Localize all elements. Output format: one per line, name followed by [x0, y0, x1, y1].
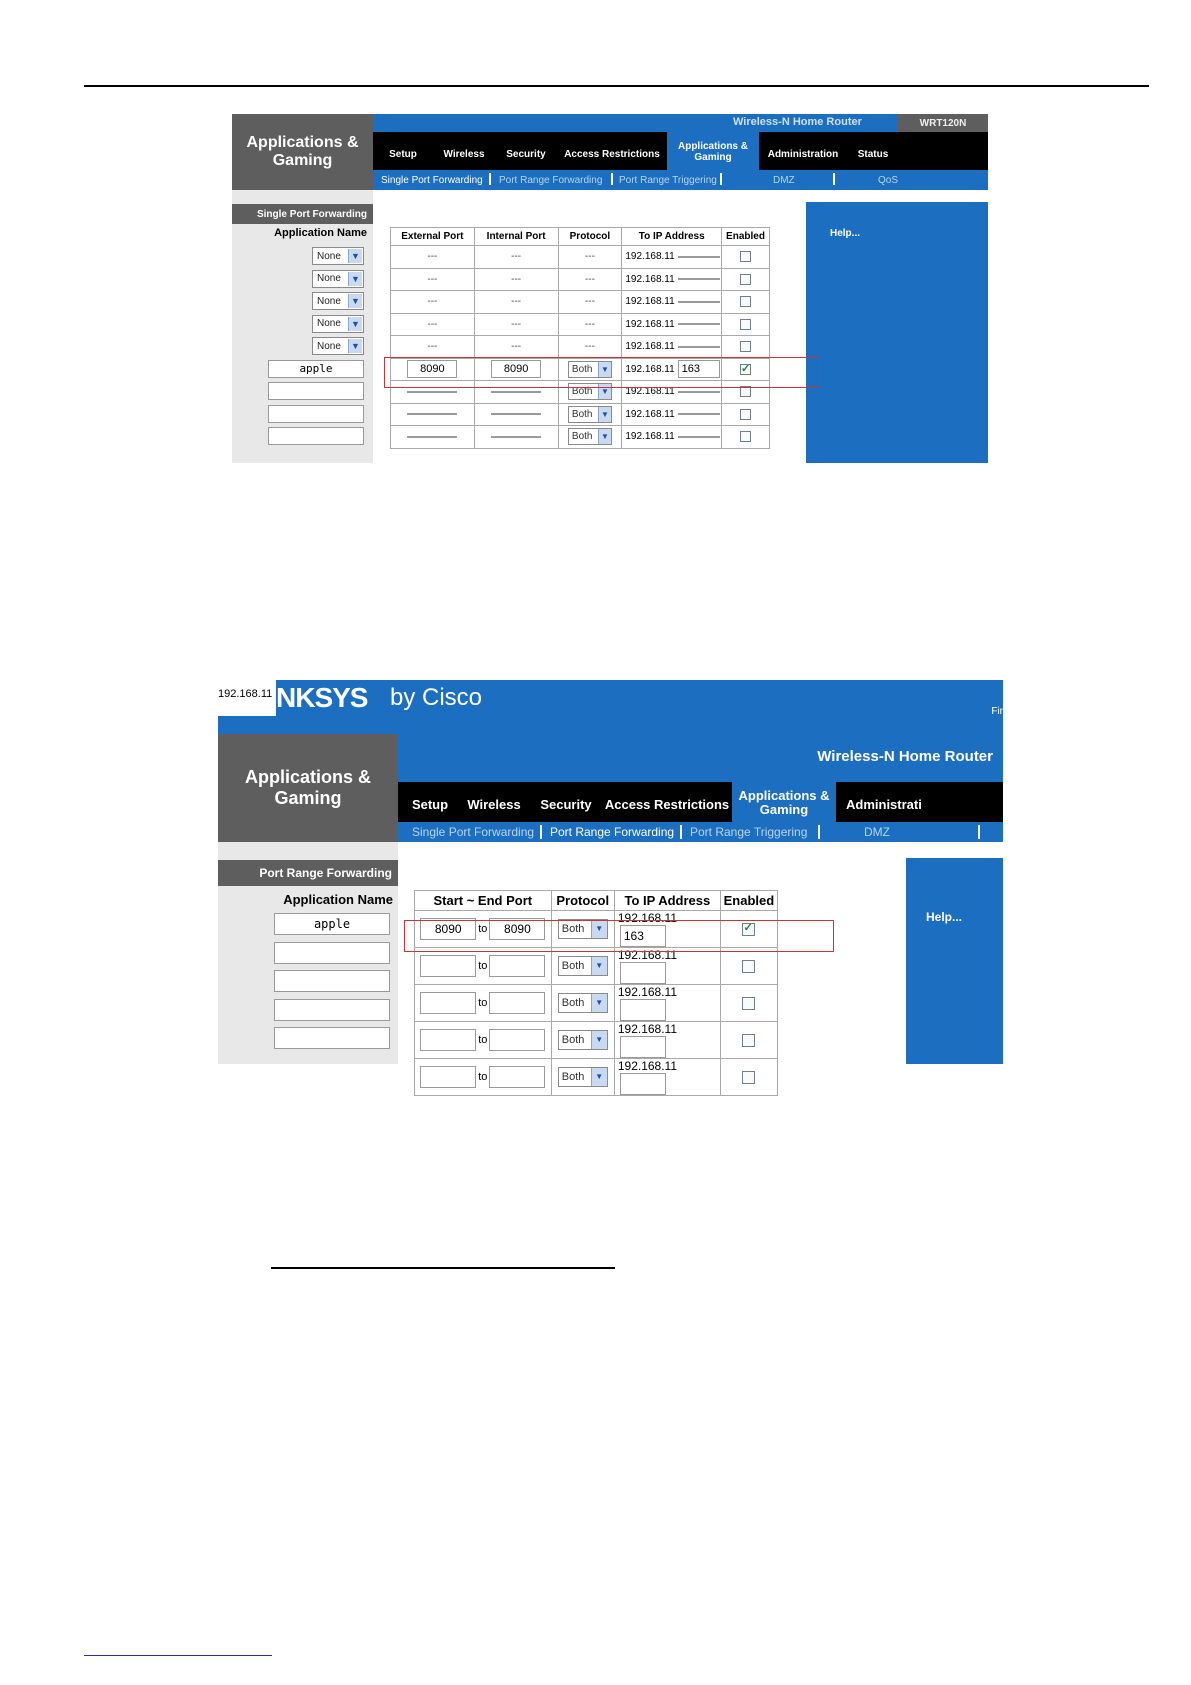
application-name-input[interactable]: apple — [268, 360, 364, 378]
table-cell — [391, 403, 475, 426]
enabled-checkbox[interactable] — [740, 251, 751, 262]
ip-prefix: 192.168.11 — [625, 431, 675, 443]
table-row — [415, 985, 778, 1022]
select-value: None — [317, 250, 341, 262]
external-port-placeholder: --- — [427, 273, 438, 285]
select-value: None — [317, 295, 341, 307]
to-label: to — [478, 1034, 488, 1046]
internal-port-placeholder: --- — [511, 318, 522, 330]
table-cell — [415, 948, 552, 985]
table-row — [391, 268, 770, 291]
table-cell — [474, 336, 558, 359]
subtab-port-range-triggering[interactable]: Port Range Triggering — [619, 174, 717, 186]
subtab-separator — [540, 825, 542, 839]
chevron-down-icon: ▼ — [348, 272, 362, 286]
firmware-label: Fir — [991, 706, 1003, 717]
table-cell — [720, 985, 777, 1022]
table-cell — [391, 336, 475, 359]
table-cell — [474, 246, 558, 269]
protocol-select[interactable] — [558, 993, 608, 1013]
ip-last-octet-input[interactable] — [620, 999, 666, 1021]
table-cell — [391, 246, 475, 269]
table-cell — [722, 403, 770, 426]
external-port-input[interactable] — [407, 391, 457, 393]
table-cell — [558, 426, 622, 449]
table-cell — [558, 403, 622, 426]
subtab-single-port-forwarding[interactable]: Single Port Forwarding — [412, 825, 535, 839]
help-label: Help... — [926, 910, 963, 924]
table-cell — [614, 948, 720, 985]
tab-security[interactable]: Security — [506, 148, 546, 160]
subtab-separator — [818, 825, 820, 839]
enabled-checkbox[interactable] — [740, 319, 751, 330]
internal-port-placeholder: --- — [511, 296, 522, 308]
application-name-input[interactable]: apple — [274, 913, 390, 935]
table-cell — [614, 1059, 720, 1096]
external-port-input[interactable] — [407, 436, 457, 438]
subtab-dmz[interactable]: DMZ — [773, 174, 795, 186]
ip-last-octet-input[interactable] — [620, 1073, 666, 1095]
help-panel — [906, 858, 1003, 1064]
page-top-rule — [84, 85, 1149, 87]
table-cell — [415, 985, 552, 1022]
protocol-select[interactable] — [558, 1030, 608, 1050]
section-title: Applications & Gaming — [218, 734, 398, 842]
section-title: Applications & Gaming — [232, 114, 373, 190]
ip-prefix: 192.168.11 — [625, 363, 675, 375]
page-section-label: Port Range Forwarding — [218, 860, 398, 886]
table-row — [391, 313, 770, 336]
protocol-placeholder: --- — [584, 296, 595, 308]
tab-wireless[interactable]: Wireless — [443, 148, 485, 160]
enabled-checkbox[interactable] — [742, 1034, 755, 1047]
ip-prefix: 192.168.11 — [617, 1022, 678, 1036]
end-port-input[interactable] — [489, 1066, 545, 1088]
ip-last-octet-input[interactable] — [678, 413, 720, 415]
table-cell — [551, 1059, 614, 1096]
tab-applications-gaming[interactable]: Applications & Gaming — [732, 782, 836, 824]
internal-port-input[interactable] — [491, 391, 541, 393]
table-cell — [622, 403, 722, 426]
sub-tab-bar — [373, 170, 988, 190]
ip-prefix: 192.168.11 — [625, 341, 675, 353]
end-port-input[interactable]: 8090 — [489, 918, 545, 940]
select-value: None — [317, 273, 341, 284]
table-row — [415, 1059, 778, 1096]
product-name: Wireless-N Home Router — [817, 748, 993, 765]
start-port-input[interactable] — [420, 1029, 476, 1051]
table-cell — [722, 313, 770, 336]
to-label: to — [478, 923, 488, 935]
ip-last-octet-input[interactable] — [678, 436, 720, 438]
subtab-separator — [833, 173, 835, 185]
tab-wireless[interactable]: Wireless — [467, 796, 521, 812]
table-cell — [622, 246, 722, 269]
end-port-input[interactable] — [489, 1029, 545, 1051]
application-name-input[interactable] — [274, 999, 390, 1021]
ip-last-octet-input[interactable] — [678, 346, 720, 348]
external-port-placeholder: --- — [427, 251, 438, 263]
to-label: to — [478, 960, 488, 972]
application-name-input[interactable] — [268, 427, 364, 445]
start-port-input[interactable] — [420, 955, 476, 977]
table-cell — [622, 313, 722, 336]
tab-setup[interactable]: Setup — [411, 796, 449, 812]
subtab-separator — [489, 173, 491, 185]
subtab-port-range-forwarding[interactable]: Port Range Forwarding — [550, 825, 675, 839]
ip-prefix: 192.168.11 — [625, 273, 675, 285]
end-port-input[interactable] — [489, 992, 545, 1014]
column-header-internal-port: Internal Port — [474, 228, 558, 246]
table-row — [391, 403, 770, 426]
enabled-checkbox[interactable] — [740, 274, 751, 285]
ip-last-octet-input[interactable] — [678, 278, 720, 280]
tab-security[interactable]: Security — [540, 796, 592, 812]
chevron-down-icon: ▼ — [348, 294, 362, 308]
protocol-select[interactable] — [568, 428, 612, 445]
enabled-checkbox[interactable] — [740, 431, 751, 442]
chevron-down-icon: ▼ — [591, 994, 607, 1012]
enabled-checkbox[interactable] — [740, 341, 751, 352]
ip-prefix: 192.168.11 — [617, 948, 678, 962]
protocol-value: Both — [561, 1071, 585, 1083]
application-select[interactable] — [312, 270, 364, 288]
chevron-down-icon: ▼ — [598, 429, 611, 444]
table-row — [391, 246, 770, 269]
external-port-input[interactable] — [407, 413, 457, 415]
table-cell — [551, 985, 614, 1022]
internal-port-input[interactable] — [491, 413, 541, 415]
tab-setup[interactable]: Setup — [389, 148, 417, 160]
protocol-value: Both — [571, 363, 593, 375]
column-header-external-port: External Port — [391, 228, 475, 246]
subtab-single-port-forwarding[interactable]: Single Port Forwarding — [381, 174, 483, 186]
ip-prefix: 192.168.11 — [625, 318, 675, 330]
port-range-forwarding-screenshot — [218, 680, 1003, 1083]
subtab-port-range-triggering[interactable]: Port Range Triggering — [690, 825, 808, 839]
external-port-placeholder: --- — [427, 341, 438, 353]
ip-prefix: 192.168.11 — [617, 911, 678, 925]
tab-administration[interactable]: Administration — [767, 148, 839, 160]
external-port-placeholder: --- — [427, 318, 438, 330]
table-cell — [558, 291, 622, 314]
internal-port-placeholder: --- — [511, 341, 522, 353]
chevron-down-icon: ▼ — [348, 249, 362, 263]
footer-link-underline — [84, 1655, 272, 1656]
enabled-checkbox[interactable] — [742, 960, 755, 973]
ip-prefix: 192.168.11 — [625, 251, 675, 263]
start-port-input[interactable]: 8090 — [420, 918, 476, 940]
brand-band — [373, 114, 988, 132]
table-cell — [720, 1059, 777, 1096]
protocol-placeholder: --- — [584, 341, 595, 353]
application-name-input[interactable] — [268, 405, 364, 423]
chevron-down-icon: ▼ — [598, 362, 611, 377]
chevron-down-icon: ▼ — [591, 1068, 607, 1086]
protocol-value: Both — [571, 431, 593, 443]
ip-prefix: 192.168.11 — [617, 1059, 678, 1073]
product-name: Wireless-N Home Router — [733, 116, 862, 128]
protocol-value: Both — [571, 408, 593, 420]
table-cell — [558, 246, 622, 269]
external-port-placeholder: --- — [427, 296, 438, 308]
application-select[interactable] — [312, 337, 364, 355]
table-cell — [722, 426, 770, 449]
ip-prefix: 192.168.11 — [625, 296, 675, 308]
table-header-row — [415, 891, 778, 911]
tab-access-restrictions[interactable]: Access Restrictions — [564, 148, 660, 160]
column-header-enabled: Enabled — [722, 228, 770, 246]
help-label: Help... — [830, 228, 861, 239]
table-cell — [551, 1022, 614, 1059]
application-name-header: Application Name — [274, 227, 367, 239]
subtab-separator — [978, 825, 980, 839]
enabled-checkbox[interactable] — [742, 997, 755, 1010]
tab-access-restrictions[interactable]: Access Restrictions — [604, 796, 730, 812]
page-section-label: Single Port Forwarding — [232, 204, 373, 224]
brand-band — [398, 734, 1003, 782]
protocol-value: Both — [561, 997, 585, 1009]
to-label: to — [478, 1071, 488, 1083]
enabled-checkbox[interactable] — [740, 296, 751, 307]
tab-administrati[interactable]: Administrati — [846, 796, 922, 812]
table-cell — [558, 336, 622, 359]
column-header-enabled: Enabled — [720, 891, 777, 911]
table-row — [391, 291, 770, 314]
sub-tab-bar — [398, 822, 1003, 842]
chevron-down-icon: ▼ — [348, 317, 362, 331]
application-name-input[interactable] — [274, 970, 390, 992]
table-cell — [551, 948, 614, 985]
end-port-input[interactable] — [489, 955, 545, 977]
table-cell — [391, 291, 475, 314]
to-label: to — [478, 997, 488, 1009]
cisco-logo: by Cisco — [390, 684, 483, 711]
table-cell — [474, 403, 558, 426]
table-cell — [391, 313, 475, 336]
table-cell — [720, 948, 777, 985]
port-forwarding-table — [390, 227, 770, 449]
protocol-select[interactable] — [558, 1067, 608, 1087]
protocol-select[interactable] — [568, 406, 612, 423]
chevron-down-icon: ▼ — [348, 339, 362, 353]
table-cell — [391, 426, 475, 449]
subtab-qos[interactable]: QoS — [878, 174, 899, 186]
subtab-separator — [680, 825, 682, 839]
start-port-input[interactable] — [420, 1066, 476, 1088]
internal-port-placeholder: --- — [511, 251, 522, 263]
ip-last-octet-input[interactable]: 163 — [678, 360, 720, 378]
table-cell — [391, 268, 475, 291]
column-header-to-ip-address: To IP Address — [622, 228, 722, 246]
ip-prefix: 192.168.11 — [617, 985, 678, 999]
table-row — [391, 426, 770, 449]
table-row — [415, 1022, 778, 1059]
ip-last-octet-input[interactable]: 163 — [620, 925, 666, 947]
single-port-forwarding-screenshot — [232, 114, 988, 463]
table-cell — [720, 1022, 777, 1059]
table-cell — [722, 291, 770, 314]
column-header-protocol: Protocol — [558, 228, 622, 246]
table-cell — [558, 313, 622, 336]
column-header-protocol: Protocol — [551, 891, 614, 911]
linksys-logo: NKSYS — [276, 682, 368, 713]
application-select[interactable] — [312, 247, 364, 265]
table-row — [415, 948, 778, 985]
subtab-port-range-forwarding[interactable]: Port Range Forwarding — [499, 174, 603, 186]
highlight-box — [384, 357, 820, 388]
ip-prefix: 192.168.11 — [625, 386, 675, 398]
application-name-input[interactable] — [274, 1027, 390, 1049]
table-cell — [474, 426, 558, 449]
table-cell — [622, 291, 722, 314]
chevron-down-icon: ▼ — [591, 920, 607, 938]
highlight-box — [404, 920, 834, 952]
ip-last-octet-input[interactable] — [678, 256, 720, 258]
tab-status[interactable]: Status — [857, 148, 889, 160]
ip-last-octet-input[interactable] — [620, 962, 666, 984]
blank-underline — [271, 1267, 615, 1269]
table-cell — [622, 336, 722, 359]
table-row — [391, 336, 770, 359]
table-cell — [622, 426, 722, 449]
help-panel — [806, 202, 988, 463]
table-cell — [622, 268, 722, 291]
protocol-placeholder: --- — [584, 273, 595, 285]
ip-prefix: 192.168.11 — [625, 408, 675, 420]
table-header-row — [391, 228, 770, 246]
table-cell — [474, 268, 558, 291]
chevron-down-icon: ▼ — [591, 1031, 607, 1049]
external-port-input[interactable]: 8090 — [407, 360, 457, 378]
table-cell — [722, 246, 770, 269]
select-value: None — [317, 318, 341, 329]
protocol-value: Both — [561, 960, 585, 972]
column-header-to-ip-address: To IP Address — [614, 891, 720, 911]
table-cell — [558, 268, 622, 291]
select-value: None — [317, 340, 341, 352]
table-cell — [722, 268, 770, 291]
table-cell — [614, 1022, 720, 1059]
table-cell — [614, 985, 720, 1022]
column-header-start-end-port: Start ~ End Port — [415, 891, 552, 911]
chevron-down-icon: ▼ — [591, 957, 607, 975]
protocol-value: Both — [561, 1034, 585, 1046]
linksys-header — [218, 680, 1003, 734]
table-cell — [415, 1059, 552, 1096]
protocol-value: Both — [571, 386, 593, 398]
start-port-input[interactable] — [420, 992, 476, 1014]
tab-applications-gaming[interactable]: Applications & Gaming — [667, 132, 759, 172]
protocol-placeholder: --- — [584, 318, 595, 330]
ip-last-octet-input[interactable] — [678, 301, 720, 303]
application-select[interactable] — [312, 315, 364, 333]
protocol-select[interactable] — [558, 956, 608, 976]
table-cell — [722, 336, 770, 359]
protocol-placeholder: --- — [584, 251, 595, 263]
ip-last-octet-input[interactable] — [678, 391, 720, 393]
ip-last-octet-input[interactable] — [678, 323, 720, 325]
address-overlay: 192.168.11 — [218, 688, 273, 700]
table-cell — [474, 313, 558, 336]
application-name-input[interactable] — [268, 382, 364, 400]
chevron-down-icon: ▼ — [598, 407, 611, 422]
enabled-checkbox[interactable] — [740, 409, 751, 420]
enabled-checkbox[interactable] — [742, 1071, 755, 1084]
model-number: WRT120N — [898, 114, 988, 132]
application-select[interactable] — [312, 292, 364, 310]
internal-port-placeholder: --- — [511, 273, 522, 285]
ip-last-octet-input[interactable] — [620, 1036, 666, 1058]
internal-port-input[interactable]: 8090 — [491, 360, 541, 378]
application-name-input[interactable] — [274, 942, 390, 964]
subtab-dmz[interactable]: DMZ — [864, 825, 890, 839]
protocol-value: Both — [561, 923, 585, 935]
table-cell — [415, 1022, 552, 1059]
subtab-separator — [611, 173, 613, 185]
chevron-down-icon: ▼ — [598, 384, 611, 399]
application-name-header: Application Name — [283, 892, 393, 907]
subtab-separator — [720, 173, 722, 185]
internal-port-input[interactable] — [491, 436, 541, 438]
table-cell — [474, 291, 558, 314]
